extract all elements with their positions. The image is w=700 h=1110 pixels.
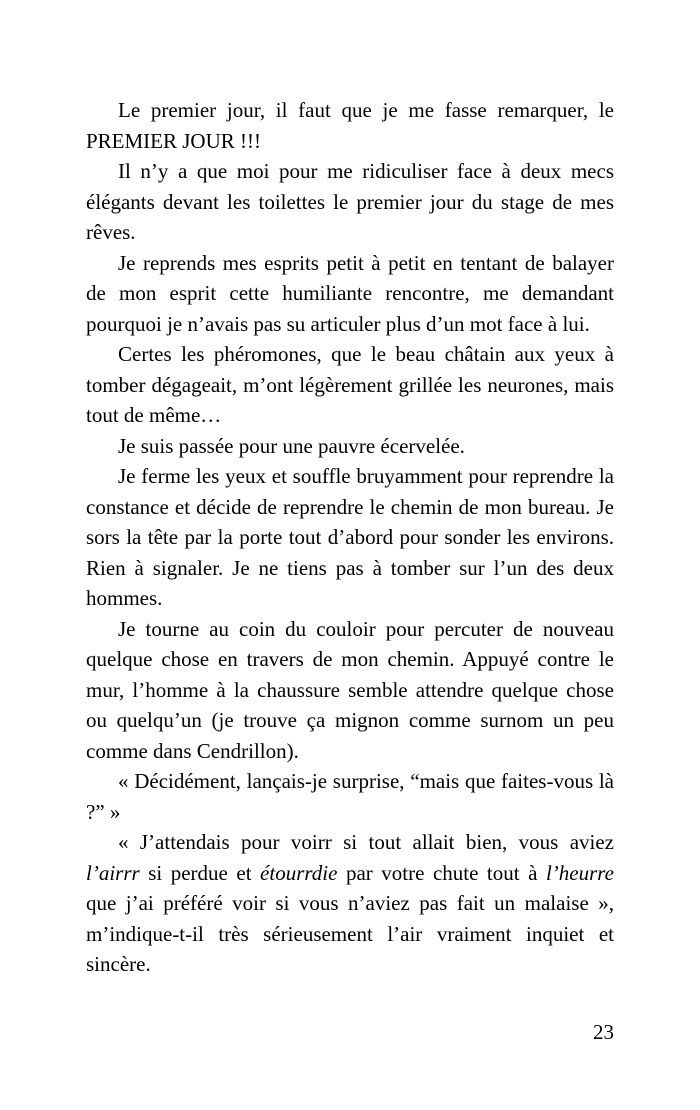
- text-run: que j’ai préféré voir si vous n’aviez pas fait un malaise », m’indique-t-il très sérieusement l’air vraiment inquiet et sincère.: [86, 891, 614, 976]
- paragraph: [86, 766, 614, 827]
- page-number: 23: [593, 1020, 614, 1044]
- text-run: Je reprends mes esprits petit à petit en tentant de balayer de mon esprit cette humiliante rencontre, me demandant pourquoi je n’avais pas su articuler plus d’un mot face à lui.: [86, 250, 614, 336]
- text-run: « J’attendais pour voirr si tout allait bien, vous aviez: [118, 830, 614, 854]
- paragraph: [86, 248, 614, 340]
- text-run: Je ferme les yeux et souffle bruyamment pour reprendre la constance et décide de reprendre le chemin de mon bureau. Je sors la tête par la porte tout d’abord pour sonder les environs. Rien à signaler. Je ne tiens pas à tomber sur l’un des deux hommes.: [86, 464, 614, 610]
- text-run: si perdue et: [139, 860, 261, 885]
- paragraph: [86, 614, 614, 767]
- paragraph: [86, 461, 614, 614]
- italic-text-run: l’airrr: [86, 860, 140, 885]
- text-run: Le premier jour, il faut que je me fasse remarquer, le PREMIER JOUR !!!: [86, 98, 614, 153]
- text-run: « Décidément, lançais-je surprise, “mais que faites-vous là ?” »: [86, 769, 614, 824]
- text-run: Certes les phéromones, que le beau châtain aux yeux à tomber dégageait, m’ont légèrement grillée les neurones, mais tout de même…: [86, 342, 614, 427]
- paragraph: [86, 431, 614, 462]
- italic-text-run: l’heurre: [545, 860, 614, 885]
- paragraph: [86, 827, 614, 980]
- text-run: Il n’y a que moi pour me ridiculiser face à deux mecs élégants devant les toilettes le premier jour du stage de mes rêves.: [86, 159, 614, 244]
- text-run: Je tourne au coin du couloir pour percuter de nouveau quelque chose en travers de mon chemin. Appuyé contre le mur, l’homme à la chaussure semble attendre quelque chose ou quelqu’un (je trouve ça mignon comme surnom un peu comme dans Cendrillon).: [86, 616, 614, 763]
- text-run: par votre chute tout à: [337, 860, 546, 885]
- paragraph: [86, 156, 614, 248]
- text-run: Je suis passée pour une pauvre écervelée.: [118, 433, 465, 458]
- body-text: [86, 95, 614, 980]
- paragraph: [86, 95, 614, 156]
- paragraph: [86, 339, 614, 431]
- italic-text-run: étourrdie: [260, 860, 338, 885]
